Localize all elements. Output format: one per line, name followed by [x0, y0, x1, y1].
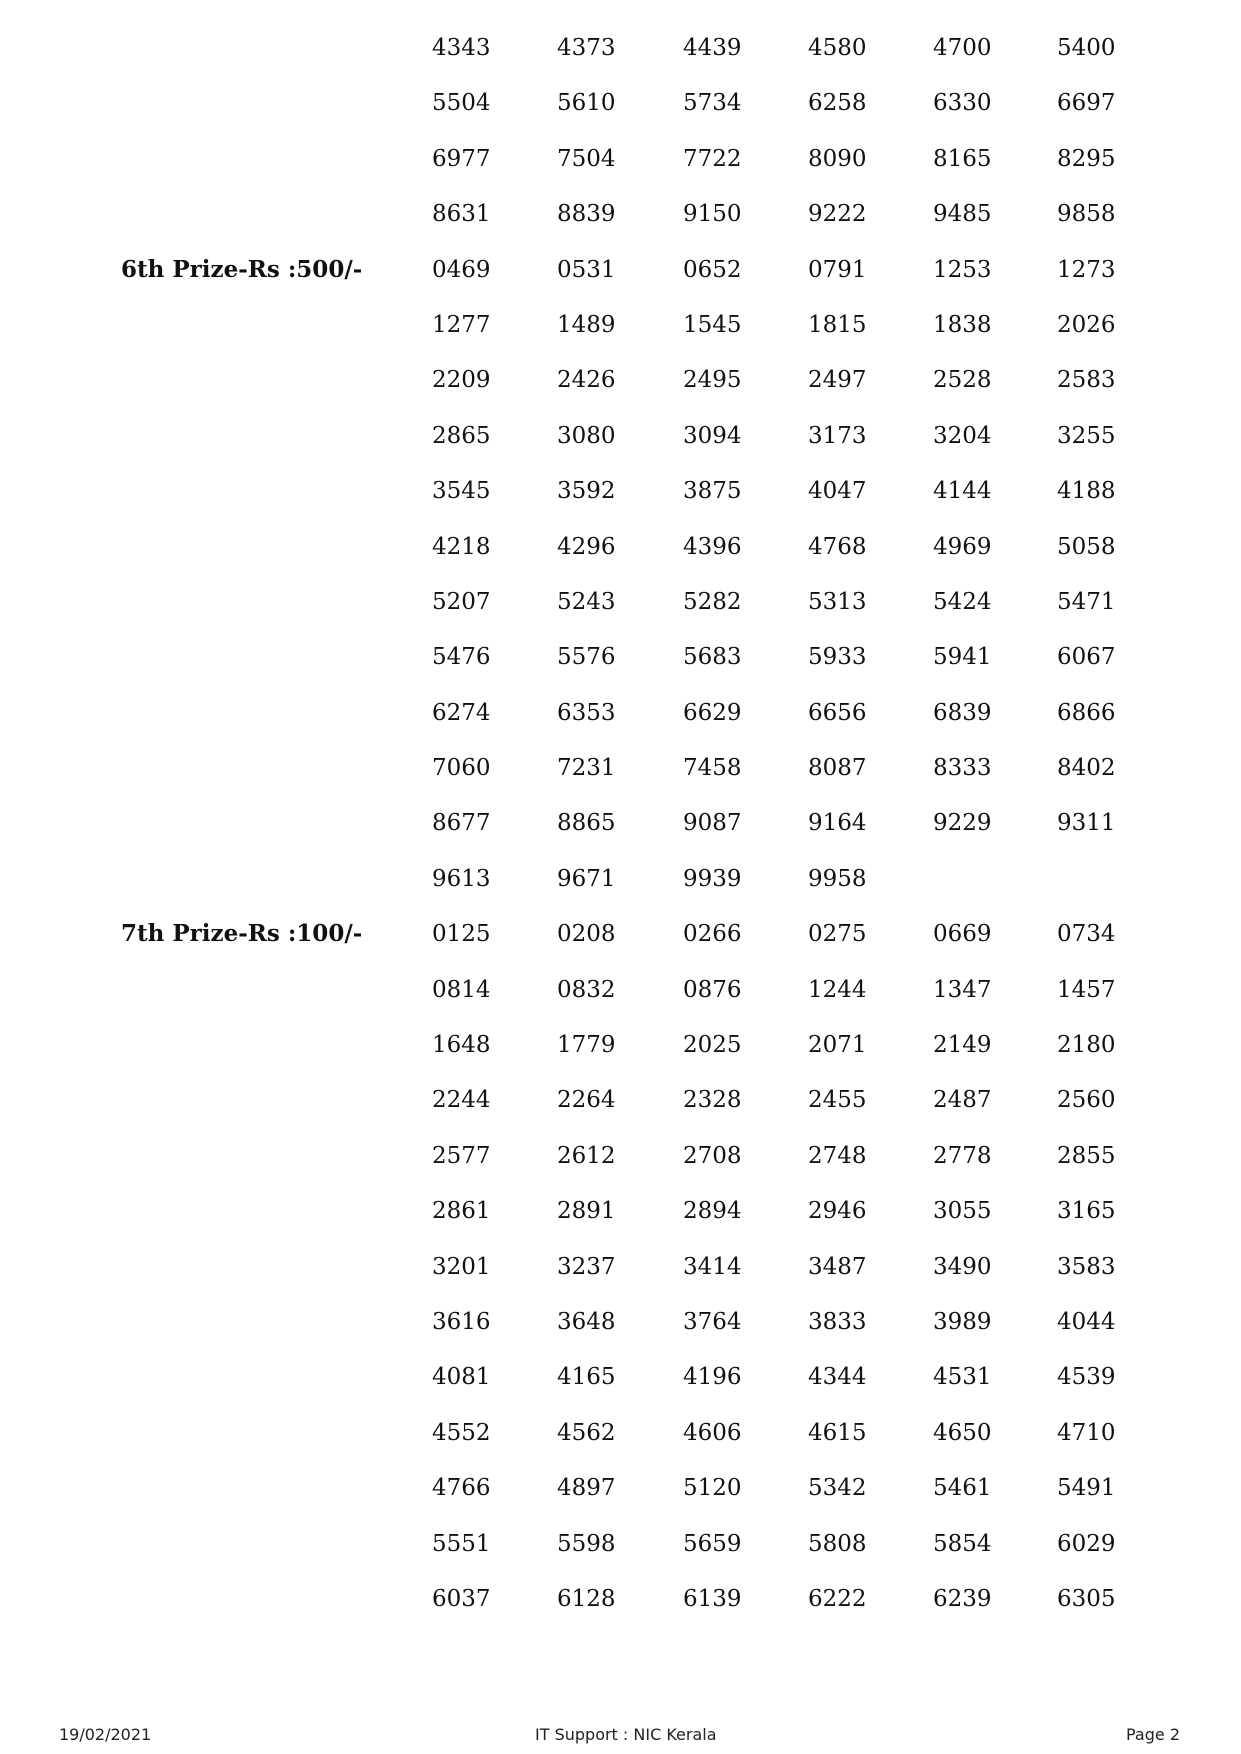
ticket-number: 0832 [557, 976, 616, 1003]
ticket-number: 1779 [557, 1032, 616, 1059]
ticket-number: 1457 [1057, 976, 1116, 1003]
result-row [0, 1196, 1241, 1251]
ticket-number: 3764 [683, 1308, 742, 1335]
ticket-number: 1347 [933, 976, 992, 1003]
ticket-number: 7504 [557, 145, 616, 172]
ticket-number: 4552 [432, 1419, 491, 1446]
ticket-number: 2495 [683, 367, 742, 394]
result-row [0, 1141, 1241, 1196]
ticket-number: 2748 [808, 1142, 867, 1169]
ticket-number: 8402 [1057, 755, 1116, 782]
ticket-number: 2583 [1057, 367, 1116, 394]
ticket-number: 5854 [933, 1530, 992, 1557]
ticket-number: 5941 [933, 644, 992, 671]
ticket-number: 6697 [1057, 90, 1116, 117]
ticket-number: 0669 [933, 921, 992, 948]
ticket-number: 0469 [432, 256, 491, 283]
ticket-number: 4218 [432, 533, 491, 560]
ticket-number: 5243 [557, 588, 616, 615]
result-row [0, 698, 1241, 753]
result-row [0, 1473, 1241, 1528]
ticket-number: 6274 [432, 699, 491, 726]
ticket-number: 3201 [432, 1253, 491, 1280]
ticket-number: 4969 [933, 533, 992, 560]
ticket-number: 6629 [683, 699, 742, 726]
ticket-number: 5207 [432, 588, 491, 615]
prize-label: 7th Prize-Rs :100/- [121, 920, 363, 948]
ticket-number: 5598 [557, 1530, 616, 1557]
ticket-number: 9222 [808, 201, 867, 228]
ticket-number: 8087 [808, 755, 867, 782]
ticket-number: 3875 [683, 478, 742, 505]
ticket-number: 6839 [933, 699, 992, 726]
ticket-number: 7060 [432, 755, 491, 782]
ticket-number: 4439 [683, 35, 742, 61]
ticket-number: 4047 [808, 478, 867, 505]
ticket-number: 9613 [432, 865, 491, 892]
ticket-number: 4562 [557, 1419, 616, 1446]
ticket-number: 2708 [683, 1142, 742, 1169]
ticket-number: 9164 [808, 810, 867, 837]
footer-date: 19/02/2021 [59, 1725, 152, 1744]
result-row [0, 1418, 1241, 1473]
result-row [0, 1307, 1241, 1362]
results-table [0, 33, 1241, 1639]
ticket-number: 4144 [933, 478, 992, 505]
ticket-number: 4081 [432, 1364, 491, 1391]
ticket-number: 3487 [808, 1253, 867, 1280]
result-row [0, 421, 1241, 476]
ticket-number: 2025 [683, 1032, 742, 1059]
ticket-number: 5400 [1057, 35, 1116, 61]
ticket-number: 2455 [808, 1087, 867, 1114]
ticket-number: 4396 [683, 533, 742, 560]
ticket-number: 5576 [557, 644, 616, 671]
ticket-number: 0791 [808, 256, 867, 283]
result-row [0, 310, 1241, 365]
ticket-number: 0814 [432, 976, 491, 1003]
ticket-number: 2865 [432, 422, 491, 449]
result-row [0, 753, 1241, 808]
prize-label: 6th Prize-Rs :500/- [121, 255, 363, 283]
ticket-number: 4710 [1057, 1419, 1116, 1446]
ticket-number: 1277 [432, 311, 491, 338]
ticket-number: 5282 [683, 588, 742, 615]
ticket-number: 2244 [432, 1087, 491, 1114]
result-row [0, 1030, 1241, 1085]
ticket-number: 4165 [557, 1364, 616, 1391]
ticket-number: 5659 [683, 1530, 742, 1557]
result-row [0, 864, 1241, 919]
ticket-number: 3094 [683, 422, 742, 449]
result-row [0, 808, 1241, 863]
ticket-number: 6330 [933, 90, 992, 117]
ticket-number: 9939 [683, 865, 742, 892]
ticket-number: 5461 [933, 1475, 992, 1502]
ticket-number: 3055 [933, 1198, 992, 1225]
ticket-number: 1244 [808, 976, 867, 1003]
result-row [0, 1085, 1241, 1140]
ticket-number: 0652 [683, 256, 742, 283]
ticket-number: 4296 [557, 533, 616, 560]
ticket-number: 4344 [808, 1364, 867, 1391]
ticket-number: 5734 [683, 90, 742, 117]
footer-support: IT Support : NIC Kerala [535, 1725, 717, 1744]
ticket-number: 1545 [683, 311, 742, 338]
ticket-number: 3592 [557, 478, 616, 505]
ticket-number: 4766 [432, 1475, 491, 1502]
ticket-number: 2497 [808, 367, 867, 394]
ticket-number: 4768 [808, 533, 867, 560]
ticket-number: 2612 [557, 1142, 616, 1169]
ticket-number: 2426 [557, 367, 616, 394]
ticket-number: 5313 [808, 588, 867, 615]
result-row [0, 88, 1241, 143]
ticket-number: 8333 [933, 755, 992, 782]
ticket-number: 1815 [808, 311, 867, 338]
ticket-number: 6222 [808, 1585, 867, 1612]
ticket-number: 5471 [1057, 588, 1116, 615]
ticket-number: 6656 [808, 699, 867, 726]
result-row [0, 1252, 1241, 1307]
ticket-number: 9311 [1057, 810, 1116, 837]
ticket-number: 5058 [1057, 533, 1116, 560]
ticket-number: 6128 [557, 1585, 616, 1612]
result-row [0, 255, 1241, 310]
ticket-number: 5933 [808, 644, 867, 671]
ticket-number: 3616 [432, 1308, 491, 1335]
ticket-number: 6239 [933, 1585, 992, 1612]
ticket-number: 3989 [933, 1308, 992, 1335]
ticket-number: 2894 [683, 1198, 742, 1225]
ticket-number: 4580 [808, 35, 867, 61]
ticket-number: 3255 [1057, 422, 1116, 449]
ticket-number: 2861 [432, 1198, 491, 1225]
ticket-number: 5120 [683, 1475, 742, 1502]
ticket-number: 1273 [1057, 256, 1116, 283]
ticket-number: 2149 [933, 1032, 992, 1059]
ticket-number: 6037 [432, 1585, 491, 1612]
ticket-number: 4188 [1057, 478, 1116, 505]
ticket-number: 5424 [933, 588, 992, 615]
ticket-number: 4897 [557, 1475, 616, 1502]
ticket-number: 0275 [808, 921, 867, 948]
ticket-number: 3173 [808, 422, 867, 449]
ticket-number: 2071 [808, 1032, 867, 1059]
ticket-number: 5491 [1057, 1475, 1116, 1502]
ticket-number: 0876 [683, 976, 742, 1003]
ticket-number: 8295 [1057, 145, 1116, 172]
ticket-number: 9958 [808, 865, 867, 892]
ticket-number: 5476 [432, 644, 491, 671]
ticket-number: 6353 [557, 699, 616, 726]
ticket-number: 9087 [683, 810, 742, 837]
ticket-number: 5808 [808, 1530, 867, 1557]
ticket-number: 8839 [557, 201, 616, 228]
ticket-number: 8631 [432, 201, 491, 228]
result-row [0, 532, 1241, 587]
ticket-number: 3165 [1057, 1198, 1116, 1225]
ticket-number: 7458 [683, 755, 742, 782]
result-row [0, 1584, 1241, 1639]
ticket-number: 4531 [933, 1364, 992, 1391]
ticket-number: 9671 [557, 865, 616, 892]
ticket-number: 5551 [432, 1530, 491, 1557]
ticket-number: 5342 [808, 1475, 867, 1502]
ticket-number: 2180 [1057, 1032, 1116, 1059]
ticket-number: 3648 [557, 1308, 616, 1335]
ticket-number: 9485 [933, 201, 992, 228]
ticket-number: 2264 [557, 1087, 616, 1114]
result-row [0, 476, 1241, 531]
ticket-number: 7722 [683, 145, 742, 172]
footer-page-number: Page 2 [1126, 1725, 1180, 1744]
ticket-number: 1489 [557, 311, 616, 338]
ticket-number: 4650 [933, 1419, 992, 1446]
ticket-number: 4606 [683, 1419, 742, 1446]
result-row [0, 587, 1241, 642]
ticket-number: 1648 [432, 1032, 491, 1059]
ticket-number: 1838 [933, 311, 992, 338]
ticket-number: 2778 [933, 1142, 992, 1169]
ticket-number: 8677 [432, 810, 491, 837]
ticket-number: 5610 [557, 90, 616, 117]
ticket-number: 4700 [933, 35, 992, 61]
ticket-number: 8090 [808, 145, 867, 172]
ticket-number: 2026 [1057, 311, 1116, 338]
ticket-number: 0208 [557, 921, 616, 948]
ticket-number: 3080 [557, 422, 616, 449]
result-row [0, 1362, 1241, 1417]
ticket-number: 1253 [933, 256, 992, 283]
ticket-number: 6977 [432, 145, 491, 172]
ticket-number: 4615 [808, 1419, 867, 1446]
ticket-number: 8865 [557, 810, 616, 837]
result-row [0, 365, 1241, 420]
result-row [0, 33, 1241, 88]
ticket-number: 0266 [683, 921, 742, 948]
ticket-number: 3237 [557, 1253, 616, 1280]
ticket-number: 2577 [432, 1142, 491, 1169]
ticket-number: 6258 [808, 90, 867, 117]
ticket-number: 0531 [557, 256, 616, 283]
ticket-number: 6305 [1057, 1585, 1116, 1612]
result-row [0, 199, 1241, 254]
ticket-number: 2328 [683, 1087, 742, 1114]
result-row [0, 975, 1241, 1030]
ticket-number: 6029 [1057, 1530, 1116, 1557]
ticket-number: 3583 [1057, 1253, 1116, 1280]
ticket-number: 4343 [432, 35, 491, 61]
ticket-number: 3545 [432, 478, 491, 505]
ticket-number: 3833 [808, 1308, 867, 1335]
ticket-number: 2560 [1057, 1087, 1116, 1114]
ticket-number: 6866 [1057, 699, 1116, 726]
ticket-number: 5504 [432, 90, 491, 117]
ticket-number: 4539 [1057, 1364, 1116, 1391]
result-row [0, 144, 1241, 199]
ticket-number: 4196 [683, 1364, 742, 1391]
ticket-number: 6067 [1057, 644, 1116, 671]
ticket-number: 4044 [1057, 1308, 1116, 1335]
ticket-number: 3204 [933, 422, 992, 449]
result-row [0, 1529, 1241, 1584]
ticket-number: 0734 [1057, 921, 1116, 948]
ticket-number: 2528 [933, 367, 992, 394]
result-row [0, 919, 1241, 974]
result-row [0, 642, 1241, 697]
ticket-number: 2946 [808, 1198, 867, 1225]
ticket-number: 5683 [683, 644, 742, 671]
ticket-number: 3490 [933, 1253, 992, 1280]
ticket-number: 2487 [933, 1087, 992, 1114]
ticket-number: 0125 [432, 921, 491, 948]
ticket-number: 2855 [1057, 1142, 1116, 1169]
ticket-number: 9229 [933, 810, 992, 837]
ticket-number: 2891 [557, 1198, 616, 1225]
ticket-number: 9858 [1057, 201, 1116, 228]
ticket-number: 7231 [557, 755, 616, 782]
ticket-number: 6139 [683, 1585, 742, 1612]
ticket-number: 8165 [933, 145, 992, 172]
ticket-number: 9150 [683, 201, 742, 228]
ticket-number: 2209 [432, 367, 491, 394]
ticket-number: 3414 [683, 1253, 742, 1280]
ticket-number: 4373 [557, 35, 616, 61]
